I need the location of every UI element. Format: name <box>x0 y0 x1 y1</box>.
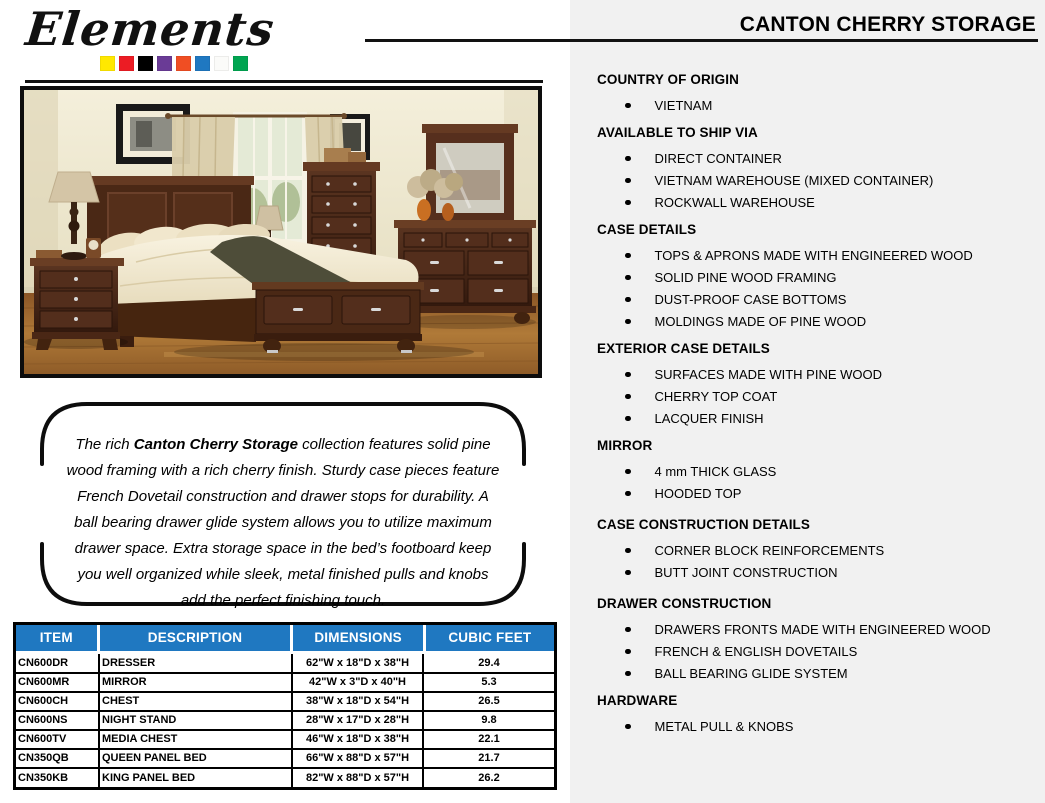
spec-item-text: LACQUER FINISH <box>654 410 764 426</box>
table-cell: 29.4 <box>423 654 554 673</box>
table-cell: 38"W x 18"D x 54"H <box>292 692 423 711</box>
bedroom-scene <box>24 90 538 374</box>
spec-item <box>597 561 1037 583</box>
palette-swatch-icon <box>176 56 191 71</box>
bullet-icon <box>625 275 631 281</box>
spec-section-title: CASE DETAILS <box>597 222 697 237</box>
table-body <box>16 654 554 787</box>
spec-item-text: BALL BEARING GLIDE SYSTEM <box>654 665 848 681</box>
bullet-icon <box>625 469 631 475</box>
palette-swatch-icon <box>214 56 229 71</box>
table-cell: CN600NS <box>16 711 99 730</box>
bullet-icon <box>625 103 631 109</box>
table-cell: 42"W x 3"D x 40"H <box>292 673 423 692</box>
bullet-icon <box>625 372 631 378</box>
spec-item <box>597 482 1037 504</box>
bullet-icon <box>625 178 631 184</box>
spec-section-title: MIRROR <box>597 438 653 453</box>
spec-section-title: COUNTRY OF ORIGIN <box>597 72 739 87</box>
spec-item <box>597 288 1037 310</box>
column-header: DESCRIPTION <box>100 625 291 651</box>
spec-item-text: DRAWERS FRONTS MADE WITH ENGINEERED WOOD <box>654 621 991 637</box>
spec-section <box>597 72 1037 116</box>
table-row <box>16 730 554 749</box>
table-cell: 82"W x 88"D x 57"H <box>292 768 423 787</box>
collection-description <box>66 432 500 614</box>
bullet-icon <box>625 297 631 303</box>
table-cell: CN600TV <box>16 730 99 749</box>
bullet-icon <box>625 319 631 325</box>
table-cell: QUEEN PANEL BED <box>99 749 292 768</box>
spec-item-text: VIETNAM WAREHOUSE (MIXED CONTAINER) <box>654 172 934 188</box>
spec-section-title: DRAWER CONSTRUCTION <box>597 596 772 611</box>
brand-logo <box>23 2 346 80</box>
spec-item-text: DIRECT CONTAINER <box>654 150 782 166</box>
spec-item <box>597 640 1037 662</box>
table-cell: 62"W x 18"D x 38"H <box>292 654 423 673</box>
description-highlight: Canton Cherry Storage <box>133 436 298 453</box>
spec-item-text: ROCKWALL WAREHOUSE <box>654 194 815 210</box>
spec-item-text: MOLDINGS MADE OF PINE WOOD <box>654 313 867 329</box>
spec-item <box>597 618 1037 640</box>
spec-section-title: AVAILABLE TO SHIP VIA <box>597 125 758 140</box>
spec-item-text: VIETNAM <box>654 97 713 113</box>
bullet-icon <box>625 649 631 655</box>
bullet-icon <box>625 156 631 162</box>
spec-item <box>597 266 1037 288</box>
spec-section <box>597 693 1037 737</box>
table-cell: 9.8 <box>423 711 554 730</box>
palette-swatch-icon <box>195 56 210 71</box>
table-cell: CN600MR <box>16 673 99 692</box>
palette-swatch-icon <box>138 56 153 71</box>
spec-item-text: HOODED TOP <box>654 485 742 501</box>
table-cell: CN350KB <box>16 768 99 787</box>
spec-item <box>597 169 1037 191</box>
spec-item-text: METAL PULL & KNOBS <box>654 718 794 734</box>
spec-section <box>597 222 1037 332</box>
table-cell: CN600DR <box>16 654 99 673</box>
table-cell: MEDIA CHEST <box>99 730 292 749</box>
table-row <box>16 673 554 692</box>
spec-item-text: SOLID PINE WOOD FRAMING <box>654 269 837 285</box>
table-cell: 21.7 <box>423 749 554 768</box>
spec-item <box>597 662 1037 684</box>
spec-item <box>597 715 1037 737</box>
bullet-icon <box>625 627 631 633</box>
palette-swatch-icon <box>100 56 115 71</box>
spec-section-title: HARDWARE <box>597 693 678 708</box>
table-cell: MIRROR <box>99 673 292 692</box>
spec-item-text: FRENCH & ENGLISH DOVETAILS <box>654 643 858 659</box>
spec-section <box>597 517 1037 583</box>
spec-item-text: BUTT JOINT CONSTRUCTION <box>654 564 838 580</box>
spec-item-text: DUST-PROOF CASE BOTTOMS <box>654 291 847 307</box>
spec-section <box>597 341 1037 429</box>
description-prefix: The rich <box>75 436 134 453</box>
brand-palette <box>100 56 248 71</box>
spec-item <box>597 310 1037 332</box>
palette-swatch-icon <box>233 56 248 71</box>
spec-section <box>597 438 1037 504</box>
spec-item <box>597 147 1037 169</box>
spec-item <box>597 94 1037 116</box>
table-cell: 66"W x 88"D x 57"H <box>292 749 423 768</box>
table-cell: DRESSER <box>99 654 292 673</box>
spec-item <box>597 460 1037 482</box>
spec-item-text: SURFACES MADE WITH PINE WOOD <box>654 366 883 382</box>
table-row <box>16 654 554 673</box>
spec-item <box>597 244 1037 266</box>
table-row <box>16 711 554 730</box>
bullet-icon <box>625 200 631 206</box>
spec-item <box>597 407 1037 429</box>
bullet-icon <box>625 724 631 730</box>
spec-item <box>597 539 1037 561</box>
spec-item <box>597 385 1037 407</box>
logo-rule <box>25 80 543 83</box>
table-cell: CHEST <box>99 692 292 711</box>
table-cell: KING PANEL BED <box>99 768 292 787</box>
palette-swatch-icon <box>157 56 172 71</box>
items-table <box>13 622 557 790</box>
table-cell: CN600CH <box>16 692 99 711</box>
table-body-wrap <box>16 651 554 787</box>
column-header: CUBIC FEET <box>426 625 554 651</box>
bullet-icon <box>625 253 631 259</box>
spec-section <box>597 125 1037 213</box>
spec-section-title: EXTERIOR CASE DETAILS <box>597 341 770 356</box>
table-row <box>16 768 554 787</box>
spec-section <box>597 596 1037 684</box>
product-photo <box>20 86 542 378</box>
table-row <box>16 749 554 768</box>
spec-item-text: CHERRY TOP COAT <box>654 388 778 404</box>
column-header: ITEM <box>16 625 97 651</box>
spec-item <box>597 191 1037 213</box>
table-cell: 5.3 <box>423 673 554 692</box>
spec-sections <box>597 72 1037 746</box>
spec-item <box>597 363 1037 385</box>
table-row <box>16 692 554 711</box>
spec-item-text: CORNER BLOCK REINFORCEMENTS <box>654 542 885 558</box>
table-cell: 22.1 <box>423 730 554 749</box>
table-cell: 28"W x 17"D x 28"H <box>292 711 423 730</box>
column-header: DIMENSIONS <box>293 625 422 651</box>
table-header-row <box>16 625 554 651</box>
spec-item-text: TOPS & APRONS MADE WITH ENGINEERED WOOD <box>654 247 973 263</box>
description-body: collection features solid pine wood framing with a rich cherry finish. Sturdy case pieces feature French Dovetail construction and drawer stops for durability. A ball bearing drawer glide system allows you to utilize maximum drawer space. Extra storage space in the bed’s footboard keep you well organized while sleek, metal finished pulls and knobs add the perfect finishing touch. <box>66 436 500 609</box>
table-cell: NIGHT STAND <box>99 711 292 730</box>
bullet-icon <box>625 671 631 677</box>
table-cell: 26.2 <box>423 768 554 787</box>
collection-description-box <box>38 400 528 608</box>
bullet-icon <box>625 416 631 422</box>
table-cell: CN350QB <box>16 749 99 768</box>
bullet-icon <box>625 394 631 400</box>
spec-item-text: 4 mm THICK GLASS <box>654 463 777 479</box>
header-rule <box>365 39 1038 42</box>
brand-logo-text: Elements <box>23 2 278 56</box>
bullet-icon <box>625 548 631 554</box>
page-title: CANTON CHERRY STORAGE <box>739 13 1036 36</box>
bullet-icon <box>625 491 631 497</box>
table-cell: 26.5 <box>423 692 554 711</box>
table-cell: 46"W x 18"D x 38"H <box>292 730 423 749</box>
palette-swatch-icon <box>119 56 134 71</box>
nightstand <box>24 250 128 350</box>
bullet-icon <box>625 570 631 576</box>
spec-section-title: CASE CONSTRUCTION DETAILS <box>597 517 811 532</box>
